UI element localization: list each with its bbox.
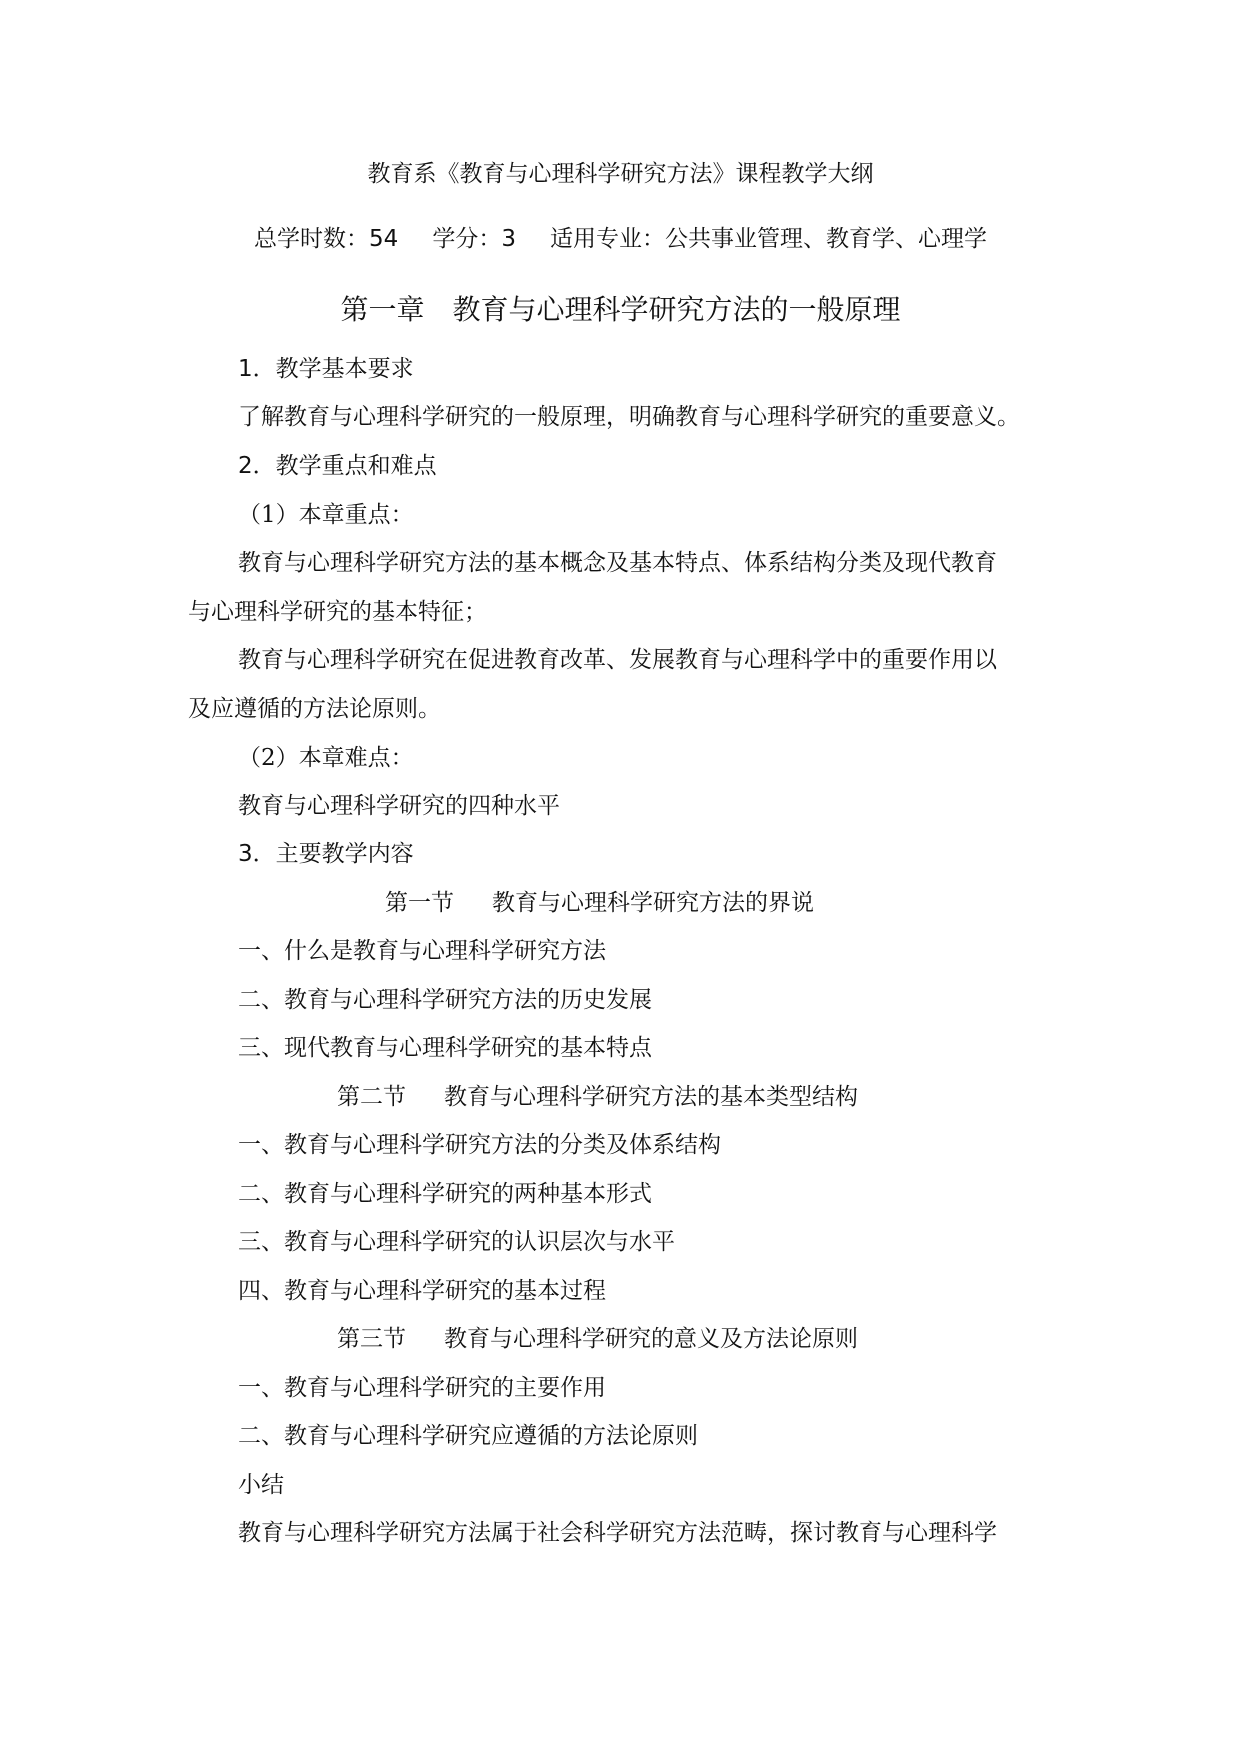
section-2-item: 二、教育与心理科学研究的两种基本形式 [238, 1181, 652, 1207]
section-3-title: 教育与心理科学研究的意义及方法论原则 [444, 1326, 858, 1352]
chapter-number: 第一章 [340, 293, 425, 326]
difficulties-text: 教育与心理科学研究的四种水平 [238, 793, 560, 819]
section-1-title: 教育与心理科学研究方法的界说 [492, 890, 814, 916]
section-3-heading [337, 1328, 858, 1351]
section-2-item: 一、教育与心理科学研究方法的分类及体系结构 [238, 1132, 721, 1158]
key-points-label: （1）本章重点： [238, 502, 414, 528]
section-2-number: 第二节 [337, 1084, 406, 1110]
section-2-item: 四、教育与心理科学研究的基本过程 [238, 1278, 606, 1304]
section-2-item: 三、教育与心理科学研究的认识层次与水平 [238, 1229, 675, 1255]
content-heading: 3．主要教学内容 [238, 841, 414, 867]
section-1-heading [385, 892, 814, 915]
summary-text: 教育与心理科学研究方法属于社会科学研究方法范畴，探讨教育与心理科学 [238, 1520, 997, 1546]
requirements-heading: 1．教学基本要求 [238, 356, 414, 382]
credits: 学分：3 [432, 226, 516, 252]
section-1-number: 第一节 [385, 890, 454, 916]
chapter-heading [0, 293, 1241, 326]
section-1-item: 三、现代教育与心理科学研究的基本特点 [238, 1035, 652, 1061]
section-3-item: 一、教育与心理科学研究的主要作用 [238, 1375, 606, 1401]
key-points-paragraph-1-line-1: 教育与心理科学研究方法的基本概念及基本特点、体系结构分类及现代教育 [238, 550, 997, 576]
document-title: 教育系《教育与心理科学研究方法》课程教学大纲 [367, 161, 874, 187]
section-3-number: 第三节 [337, 1326, 406, 1352]
summary-heading: 小结 [238, 1472, 284, 1498]
key-points-paragraph-2-line-1: 教育与心理科学研究在促进教育改革、发展教育与心理科学中的重要作用以 [238, 647, 997, 673]
chapter-title: 教育与心理科学研究方法的一般原理 [452, 293, 901, 326]
section-2-title: 教育与心理科学研究方法的基本类型结构 [444, 1084, 858, 1110]
total-hours: 总学时数：54 [254, 226, 399, 252]
section-1-item: 二、教育与心理科学研究方法的历史发展 [238, 987, 652, 1013]
requirements-text: 了解教育与心理科学研究的一般原理，明确教育与心理科学研究的重要意义。 [238, 404, 1020, 430]
course-meta [0, 228, 1241, 251]
focus-heading: 2．教学重点和难点 [238, 453, 437, 479]
key-points-paragraph-2-line-2: 及应遵循的方法论原则。 [188, 696, 441, 722]
key-points-paragraph-1-line-2: 与心理科学研究的基本特征； [188, 599, 487, 625]
section-1-item: 一、什么是教育与心理科学研究方法 [238, 938, 606, 964]
section-2-heading [337, 1086, 858, 1109]
applicable-majors: 适用专业：公共事业管理、教育学、心理学 [549, 226, 987, 252]
difficulties-label: （2）本章难点： [238, 745, 414, 771]
section-3-item: 二、教育与心理科学研究应遵循的方法论原则 [238, 1423, 698, 1449]
